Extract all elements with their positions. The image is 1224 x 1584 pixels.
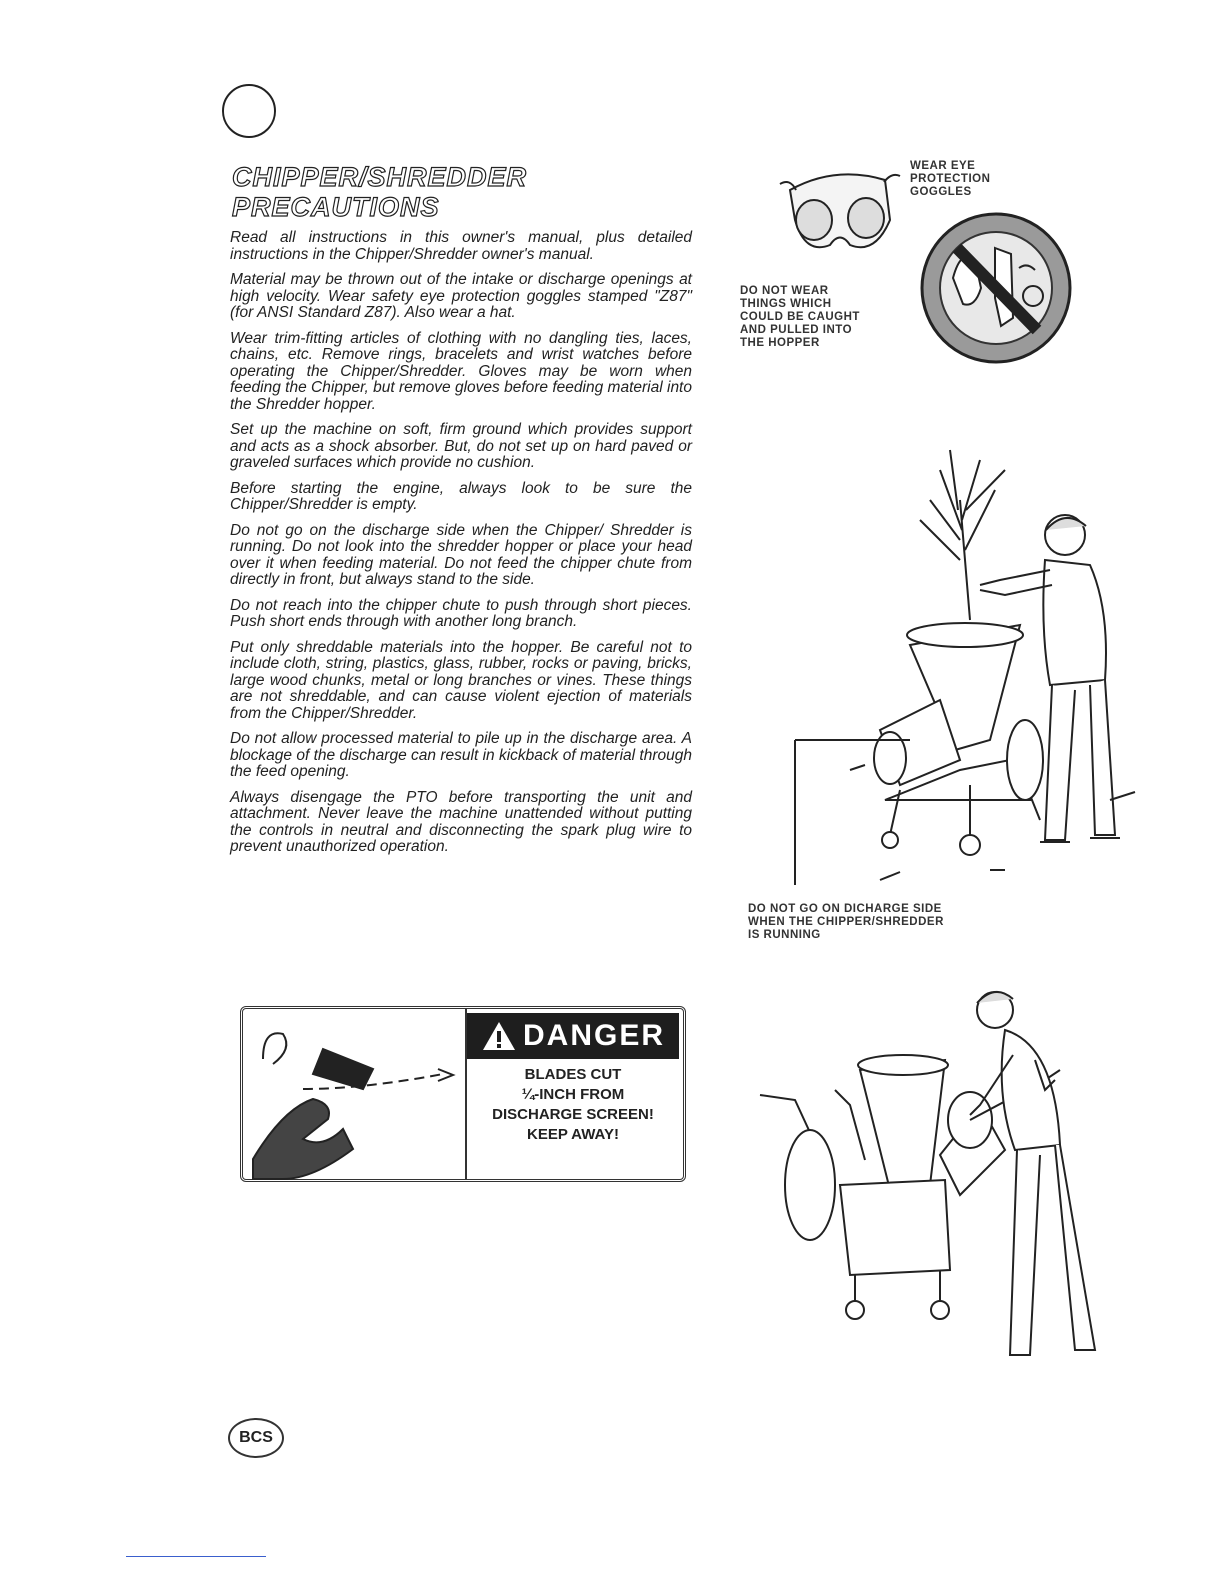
blade-hand-warning-graphic <box>243 1009 467 1179</box>
paragraph: Read all instructions in this owner's manual, plus detailed instructions in the Chipper/Shredder owner's manual. <box>230 229 692 263</box>
paragraph: Do not reach into the chipper chute to push through short pieces. Push short ends through with another long branch. <box>230 596 692 630</box>
title-line-2: PRECAUTIONS <box>232 192 440 222</box>
paragraph: Always disengage the PTO before transporting the unit and attachment. Never leave the machine unattended without putting the controls in neutral and disconnecting the spark plug wire to prevent unauthorized operation. <box>230 788 692 855</box>
goggles-caption: WEAR EYE PROTECTION GOGGLES <box>910 160 991 198</box>
paragraph: Wear trim-fitting articles of clothing with no dangling ties, laces, chains, etc. Remove rings, bracelets and wrist watches before operating the Chipper/Shredder. Gloves may be worn when feeding the Chipper, but remove gloves before feeding material into the Shredder hopper. <box>230 329 692 413</box>
goggles-icon <box>780 160 900 270</box>
discharge-caption: DO NOT GO ON DICHARGE SIDE WHEN THE CHIPPER/SHREDDER IS RUNNING <box>748 903 944 941</box>
paragraph: Do not allow processed material to pile up in the discharge area. A blockage of the discharge can result in kickback of material through the feed opening. <box>230 730 692 780</box>
no-wear-caption: DO NOT WEAR THINGS WHICH COULD BE CAUGHT AND PULLED INTO THE HOPPER <box>740 285 860 349</box>
danger-header <box>467 1013 679 1059</box>
warning-triangle-icon <box>481 1020 517 1052</box>
title-line-1: CHIPPER/SHREDDER <box>232 162 528 192</box>
paragraph: Before starting the engine, always look to be sure the Chipper/Shredder is empty. <box>230 479 692 513</box>
paragraph: Do not go on the discharge side when the Chipper/ Shredder is running. Do not look into the shredder hopper or place your head over it when feeding material. Do not feed the chipper chute from directly in front, but always stand to the side. <box>230 521 692 588</box>
paragraph: Material may be thrown out of the intake or discharge openings at high velocity. Wear safety eye protection goggles stamped "Z87" (for ANSI Standard Z87). Also wear a hat. <box>230 271 692 321</box>
prohibition-icon <box>915 208 1077 368</box>
footer-divider <box>126 1556 266 1557</box>
paragraph: Set up the machine on soft, firm ground which provides support and acts as a shock absorber. But, do not set up on hard paved or graveled surfaces which provide no cushion. <box>230 421 692 471</box>
danger-label <box>240 1006 686 1182</box>
precautions-text <box>230 230 692 865</box>
punch-hole-circle <box>222 84 276 138</box>
bcs-logo: BCS <box>228 1418 284 1458</box>
operator-chipper-illustration <box>755 985 1115 1370</box>
page-title <box>232 162 652 222</box>
danger-message: BLADES CUT ¼-INCH FROM DISCHARGE SCREEN! KEEP AWAY! <box>492 1066 654 1143</box>
paragraph: Put only shreddable materials into the hopper. Be careful not to include cloth, string, plastics, glass, rubber, rocks or paving, bricks, large wood chunks, metal or long branches or vines. These things are not shreddable, and can cause violent ejection of materials from the Chipper/Shredder. <box>230 638 692 722</box>
operator-feeding-illustration <box>790 440 1150 890</box>
danger-heading: DANGER <box>522 1019 665 1052</box>
